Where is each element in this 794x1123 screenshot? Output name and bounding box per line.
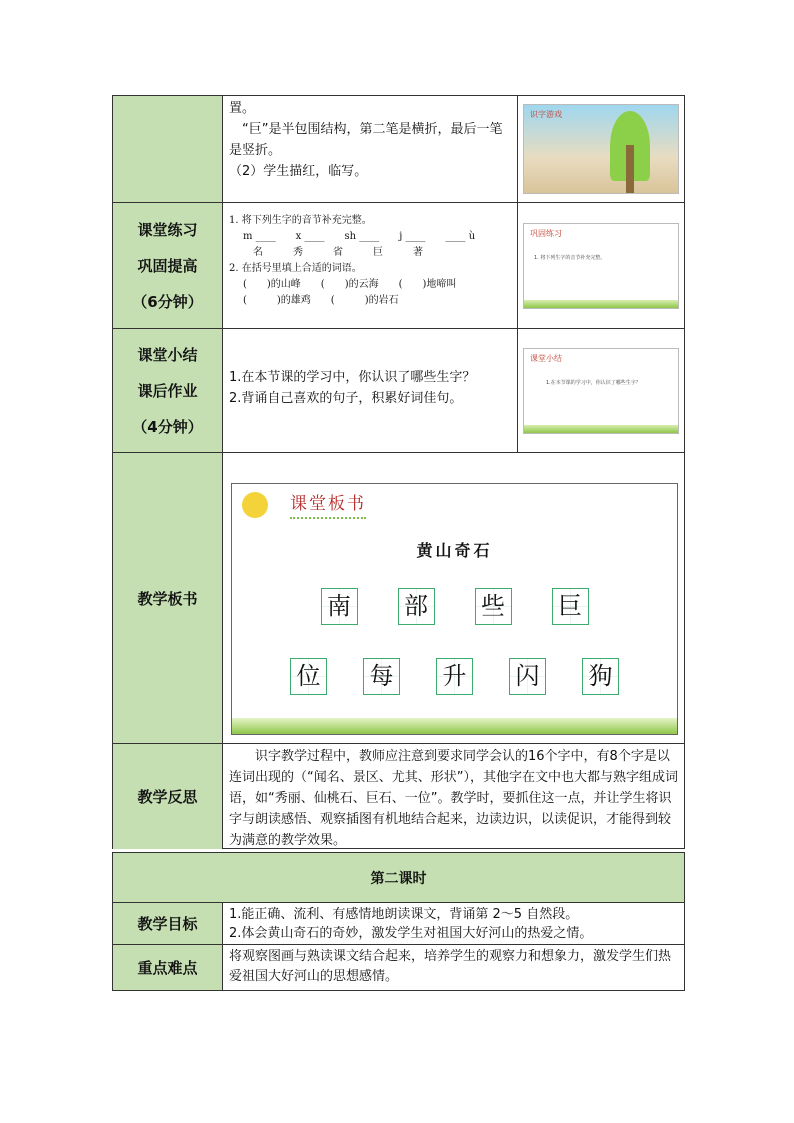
- row-content: [223, 96, 518, 202]
- char-row-2: [232, 658, 677, 695]
- text-line: （2）学生描红，临写。: [229, 164, 368, 179]
- label-line: 教学板书: [137, 589, 198, 608]
- row-label: [113, 744, 223, 849]
- char-cell: 每: [363, 658, 400, 695]
- label-line: 教学目标: [137, 915, 198, 933]
- label-line: 重点难点: [137, 959, 198, 977]
- slide-title: 识字游戏: [530, 110, 562, 119]
- slide-text: 1.在本节课的学习中，你认识了哪些生字？: [546, 379, 641, 386]
- text-line: 2. 在括号里填上合适的词语。: [229, 263, 362, 274]
- text-line: 1.在本节课的学习中，你认识了哪些生字？: [229, 370, 476, 385]
- text-line: 置。: [229, 101, 256, 116]
- mascot-icon: [242, 492, 268, 518]
- text-line: 1. 将下列生字的音节补充完整。: [229, 215, 372, 226]
- grass-decoration: [524, 300, 678, 308]
- char-cell: 部: [398, 588, 435, 625]
- text-line: 2.体会黄山奇石的奇妙，激发学生对祖国大好河山的热爱之情。: [229, 926, 593, 941]
- slide-thumbnail: [523, 104, 679, 194]
- grass-decoration: [232, 718, 677, 734]
- grass-decoration: [524, 425, 678, 433]
- row-label: [113, 96, 223, 202]
- board-title: 黄山奇石: [416, 541, 493, 560]
- row-label: [113, 329, 223, 452]
- text-line: “巨”是半包围结构，第二笔是横折，最后一笔是竖折。: [229, 122, 503, 158]
- slide-thumbnail: [523, 348, 679, 434]
- char-cell: 些: [475, 588, 512, 625]
- char-cell: 升: [436, 658, 473, 695]
- slide-title: 巩固练习: [530, 228, 562, 238]
- slide-title: 课堂小结: [530, 353, 562, 363]
- char-cell: 闪: [509, 658, 546, 695]
- label-line: 教学反思: [137, 788, 198, 806]
- text-line: ( )的雄鸡 ( )的岩石: [243, 295, 399, 306]
- slide-thumbnail: [523, 223, 679, 309]
- char-cell: 狗: [582, 658, 619, 695]
- board-slide: [231, 483, 678, 735]
- row-content: [223, 329, 518, 452]
- label-line: （4分钟）: [132, 417, 203, 436]
- label-line: （6分钟）: [132, 293, 203, 312]
- lesson-table-1: [112, 95, 685, 849]
- reflection-text: 识字教学过程中，教师应注意到要求同学会认的16个字中，有8个字是以连词出现的（“闻名、景区、尤其、形状”），其他字在文中也大都与熟字组成词语，如“秀丽、仙桃石、巨石、一位”。教学时，要抓住这一点，并让学生将识字与朗读感悟、观察插图有机地结合起来，边读边识，以读促识，才能得到较为满意的教学效果。: [229, 749, 678, 848]
- label-line: 课后作业: [137, 381, 198, 400]
- text-line: m ____ x ____ sh ____ j ____ ____ ù: [243, 231, 476, 242]
- text-line: ( )的山峰 ( )的云海 ( )地啼叫: [243, 279, 457, 290]
- row-label: [113, 945, 223, 990]
- char-cell: 位: [290, 658, 327, 695]
- board-cell: [223, 453, 684, 743]
- row-reflection: [113, 744, 684, 849]
- row-label: [113, 903, 223, 944]
- goals-content: [223, 903, 684, 944]
- exercise-content: [223, 203, 518, 328]
- label-line: 巩固提高: [137, 256, 198, 275]
- row-writing: [113, 96, 684, 203]
- text-line: 1.能正确、流利、有感情地朗读课文，背诵第 2～5 自然段。: [229, 907, 579, 922]
- row-summary: [113, 329, 684, 453]
- char-cell: 南: [321, 588, 358, 625]
- row-label: [113, 203, 223, 328]
- key-points-text: 将观察图画与熟读课文结合起来，培养学生的观察力和想象力，激发学生们热爱祖国大好河山的思想感情。: [229, 949, 672, 984]
- tree-trunk: [626, 145, 634, 194]
- row-key-points: [113, 945, 684, 990]
- label-line: 课堂练习: [137, 220, 198, 239]
- row-practice: [113, 203, 684, 329]
- section-title: 第二课时: [113, 853, 684, 903]
- row-goals: [113, 903, 684, 945]
- label-line: 课堂小结: [137, 346, 198, 365]
- char-row-1: [232, 588, 677, 625]
- char-cell: 巨: [552, 588, 589, 625]
- slide-text: 1. 将下列生字的音节补充完整。: [534, 254, 606, 261]
- board-header: 课堂板书: [290, 494, 366, 519]
- row-board: [113, 453, 684, 744]
- text-line: 名 秀 省 巨 著: [243, 247, 423, 258]
- lesson-table-2: [112, 852, 685, 991]
- row-label: [113, 453, 223, 743]
- text-line: 2.背诵自己喜欢的句子，积累好词佳句。: [229, 391, 463, 406]
